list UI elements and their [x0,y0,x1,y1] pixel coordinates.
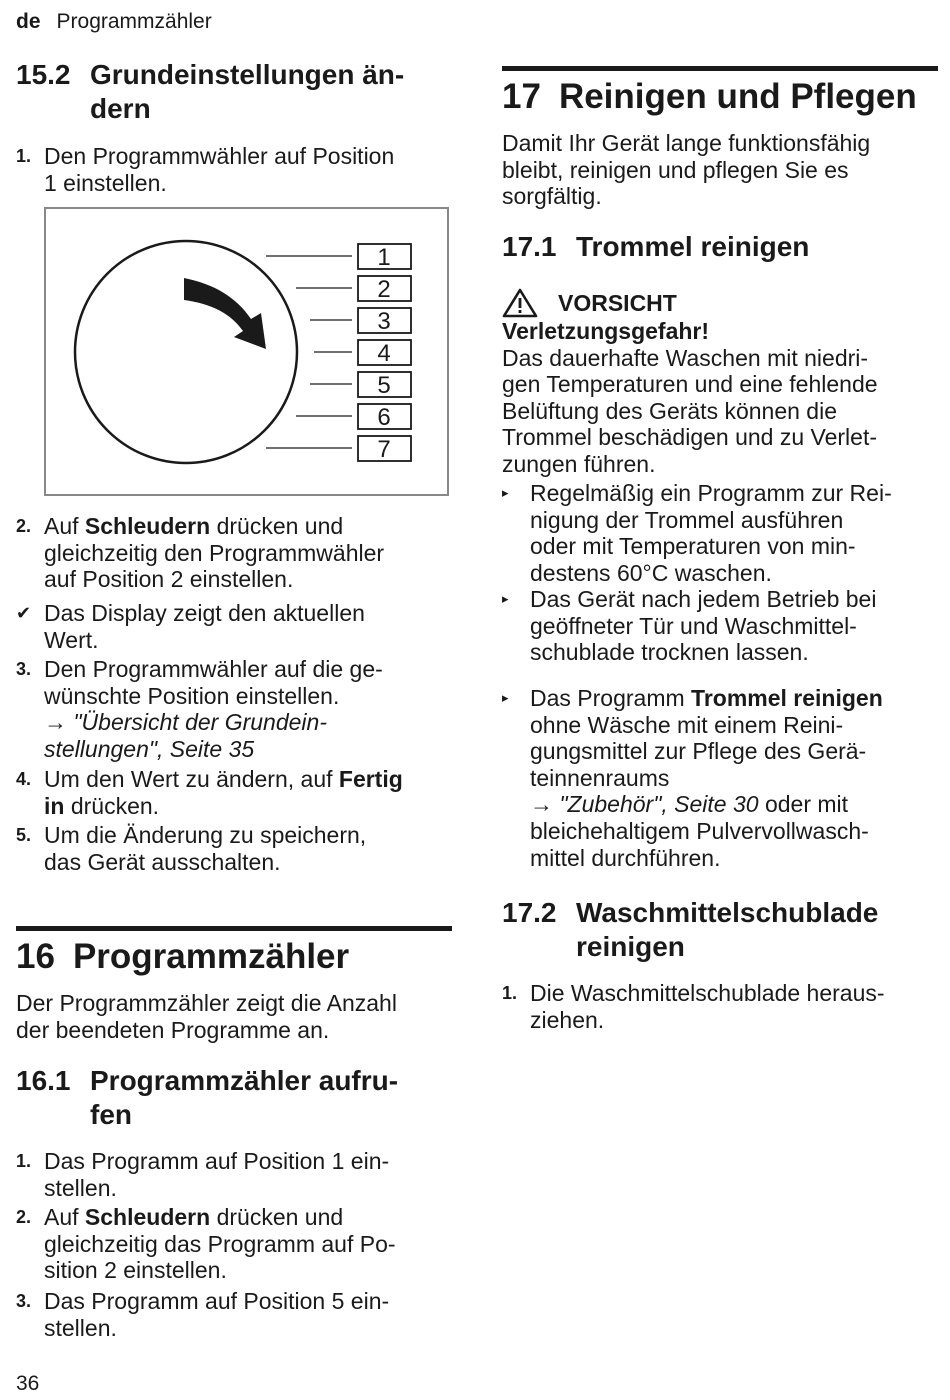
paragraph: Der Programmzähler zeigt die Anzahl der beendeten Programme an. [16,990,397,1043]
heading-15-2 [16,58,404,126]
step-1: 1. Die Waschmittelschublade heraus- ziehen. [502,980,885,1033]
heading-text: Programmzähler [72,937,350,976]
bullet-item: ▸ Das Gerät nach jedem Betrieb bei geöffneter Tür und Waschmittel- schublade trocknen lassen. [502,586,877,666]
dial-position-label: 5 [377,372,391,399]
dial-position-label: 1 [377,244,391,271]
heading-number: 16.1 [16,1065,71,1096]
step-2: 2. Auf Schleudern drücken und gleichzeitig den Programmwähler auf Position 2 einstellen. [16,513,385,593]
warning-text: Das dauerhafte Waschen mit niedri- gen Temperaturen und eine fehlende Belüftung des Geräts können die Trommel beschädigen und zu Verlet- zungen führen. [502,344,878,477]
dial-position-label: 6 [377,404,391,431]
check-icon: ✔ [16,603,32,623]
paragraph: Damit Ihr Gerät lange funktionsfähig bleibt, reinigen und pflegen Sie es sorgfältig. [502,130,871,210]
heading-text: Waschmittelschublade reinigen [576,897,879,962]
warning-label: VORSICHT [558,289,677,316]
bullet-marker-icon: ▸ [502,591,509,606]
warning-subtitle: Verletzungsgefahr! [502,318,710,344]
dial-illustration [46,209,447,494]
dial-position-label: 3 [377,308,391,335]
warning-block [502,288,938,478]
bullet-item: ▸ Regelmäßig ein Programm zur Rei- nigung der Trommel ausführen oder mit Temperaturen von min- destens 60°C waschen. [502,480,892,586]
step-result: ✔ Das Display zeigt den aktuellen Wert. [16,600,365,653]
heading-number: 17 [502,77,541,116]
language-code: de [16,10,41,33]
heading-number: 17.2 [502,897,557,928]
step-2: 2. Auf Schleudern drücken und gleichzeitig das Programm auf Po- sition 2 einstellen. [16,1204,396,1284]
heading-16-1 [16,1064,398,1132]
heading-text: Reinigen und Pflegen [558,77,917,116]
heading-number: 17.1 [502,231,557,262]
step-3: 3. Den Programmwähler auf die ge- wünschte Position einstellen. → "Übersicht der Grundein- stellungen", Seite 35 [16,656,383,762]
program-dial-figure [44,207,449,496]
bullet-marker-icon: ▸ [502,690,509,705]
rotation-arrow-icon [184,278,266,349]
bullet-marker-icon: ▸ [502,485,509,500]
page-number: 36 [16,1372,40,1395]
cross-reference-link: → "Übersicht der Grundein- [44,709,327,736]
warning-triangle-icon [502,288,538,318]
heading-17-2 [502,896,878,964]
heading-17-1 [502,230,809,264]
step-4: 4. Um den Wert zu ändern, auf Fertig in drücken. [16,766,403,819]
step-1: 1. Das Programm auf Position 1 ein- stellen. [16,1148,390,1201]
dial-position-label: 7 [377,436,391,463]
dial-position-label: 2 [377,276,391,303]
heading-number: 15.2 [16,59,71,90]
page-header [16,10,212,34]
heading-17 [502,66,938,117]
dial-position-label: 4 [377,340,391,367]
heading-text: Trommel reinigen [576,231,810,262]
step-3: 3. Das Programm auf Position 5 ein- stellen. [16,1288,390,1341]
dial-circle [75,241,297,463]
heading-text: Grundeinstellungen än- dern [90,59,405,124]
step-1: 1. Den Programmwähler auf Position 1 einstellen. [16,143,395,196]
step-5: 5. Um die Änderung zu speichern, das Gerät ausschalten. [16,822,367,875]
heading-text: Programmzähler aufru- fen [90,1065,399,1130]
cross-reference-link: → "Zubehör", Seite 30 [530,791,759,818]
heading-16 [16,926,452,977]
heading-number: 16 [16,937,55,976]
bullet-item: ▸ Das Programm Trommel reinigen ohne Wäsche mit einem Reini- gungsmittel zur Pflege des Gerä- teinnenraums → "Zubehör", Seite 30 oder mit bleichehaltigem Pulvervollwasch- mittel durchführen. [502,685,883,871]
header-section: Programmzähler [56,10,212,33]
